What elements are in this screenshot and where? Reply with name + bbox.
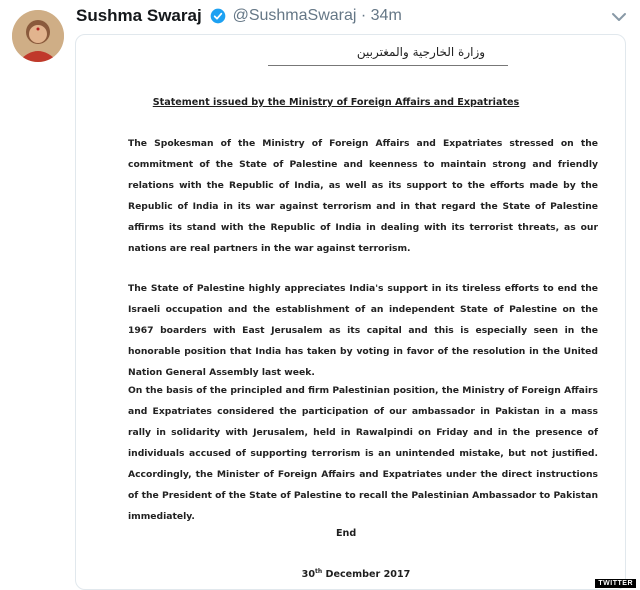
avatar[interactable] [12,10,64,62]
paragraph-1: The Spokesman of the Ministry of Foreign Affairs and Expatriates stressed on the commitment of the State of Palestine and keenness to maintain strong and friendly relations with the Republic of India, as well as its support to the efforts made by the Republic of India in its war against terrorism and in that regard the State of Palestine affirms its stand with the Republic of India in dealing with its terrorist threats, as our nations are real partners in the war against terrorism. [128,138,598,254]
date-rest: December 2017 [322,569,411,581]
date-suffix: th [315,568,323,575]
display-name[interactable]: Sushma Swaraj [76,6,202,25]
paragraph-2: The State of Palestine highly appreciates India's support in its tireless efforts to end the Israeli occupation and the establishment of an independent State of Palestine on the 1967 boarders with East Jerusalem as its capital and this is especially seen in the honorable position that India has taken by voting in favor of the resolution in the United Nation General Assembly last week. [128,283,598,378]
attached-image[interactable] [75,34,626,590]
timestamp[interactable]: 34m [370,7,402,24]
header-divider [268,65,508,66]
document-end: End [336,528,357,539]
chevron-down-icon[interactable] [610,8,628,26]
paragraph-3: On the basis of the principled and firm Palestinian position, the Ministry of Foreign Affairs and Expatriates considered the participation of our ambassador in Pakistan in a mass rally in solidarity with Jerusalem, held in Rawalpindi on Friday and in the presence of individuals accused of supporting terrorism is an unintended mistake, but not justified. Accordingly, the Minister of Foreign Affairs and Expatriates under the direct instructions of the President of the State of Palestine to recall the Palestinian Ambassador to Pakistan immediately. [128,385,598,522]
statement-document [76,35,625,589]
tweet-header [76,6,600,30]
date-day: 30 [301,569,316,581]
document-title: Statement issued by the Ministry of Foreign Affairs and Expatriates [152,97,520,108]
avatar-image [12,10,64,62]
arabic-heading: وزارة الخارجية والمغتربين [356,45,486,59]
twitter-watermark: TWITTER [595,579,636,588]
document-date [276,568,436,580]
verified-badge-icon [210,8,226,24]
separator-dot: · [360,7,367,24]
user-handle[interactable]: @SushmaSwaraj [232,7,357,24]
